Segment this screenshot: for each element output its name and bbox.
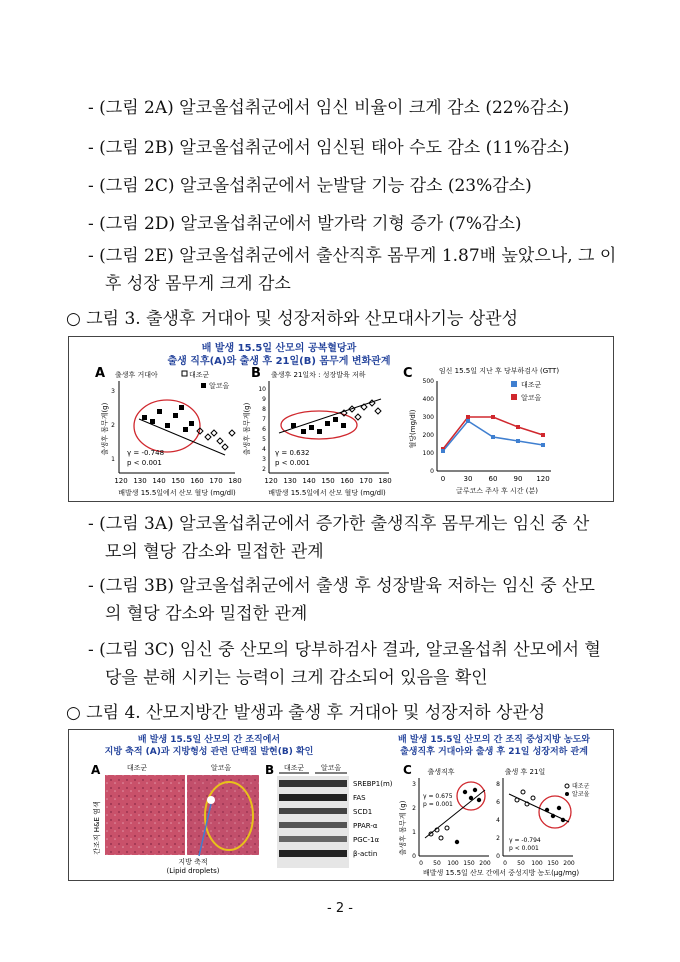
fig4-b-band	[279, 780, 347, 787]
fig3-a-point	[189, 421, 194, 426]
fig3-b-xtick: 120	[264, 477, 278, 485]
fig4-a-control-label: 대조군	[126, 764, 148, 772]
fig3-c-xtick: 90	[513, 475, 523, 483]
fig3-c-ytick: 200	[422, 432, 434, 439]
fig3-a-point	[217, 438, 223, 444]
fig4-b-band	[279, 822, 347, 828]
fig3-a-point	[179, 405, 184, 410]
fig3-a-xtick: 120	[114, 477, 128, 485]
fig3-b-point	[375, 408, 381, 414]
fig3-b-xtick: 150	[321, 477, 335, 485]
fig3-c-letter: C	[403, 366, 413, 381]
fig4-c1-ytick: 1	[412, 829, 416, 836]
fig3-c-control-point	[516, 439, 520, 443]
bullet-3c-line1: - (그림 3C) 임신 중 산모의 당부하검사 결과, 알코올섭취 산모에서 혈	[88, 640, 601, 660]
fig4-b-band-label: SREBP1(m)	[353, 780, 393, 788]
heading-figure-3: ○ 그림 3. 출생후 거대아 및 성장저하와 산모대사기능 상관성	[66, 309, 518, 329]
fig4-b-letter: B	[265, 763, 275, 777]
fig4-c2-xtick: 150	[547, 860, 559, 867]
fig3-a-legend-open-marker	[182, 371, 187, 376]
fig4-c2-legend1: 대조군	[572, 783, 590, 790]
fig4-c2-xtick: 100	[531, 860, 543, 867]
fig3-c-control-point	[441, 449, 445, 453]
fig4-c2-ytick: 0	[496, 853, 500, 860]
fig3-b-ytick: 9	[262, 396, 266, 403]
fig3-c-xtick: 0	[440, 475, 446, 483]
fig4-c1-xtick: 0	[419, 860, 423, 867]
fig3-a-point	[222, 444, 228, 450]
bullet-2a: - (그림 2A) 알코올섭취군에서 임신 비율이 크게 감소 (22%감소)	[88, 98, 570, 118]
fig3-c-ytick: 0	[430, 468, 434, 475]
figure-3	[68, 336, 614, 502]
fig3-b-xtick: 160	[340, 477, 354, 485]
bullet-3b-line2: 의 혈당 감소와 밀접한 관계	[105, 604, 308, 624]
fig4-c2-point	[545, 808, 549, 812]
fig3-c-legend1: 대조군	[521, 381, 542, 389]
fig4-c1-point	[469, 796, 473, 800]
fig3-a-p: p < 0.001	[127, 459, 162, 467]
fig3-a-point	[183, 427, 188, 432]
fig4-c1-point	[455, 840, 459, 844]
fig3-a-xtick: 170	[209, 477, 223, 485]
fig3-c-legend1-marker	[511, 381, 517, 387]
fig3-a-point	[157, 409, 162, 414]
fig4-c2-ytick: 2	[496, 835, 500, 842]
fig3-c-control-point	[491, 435, 495, 439]
fig4-b-alcohol-label: 알코올	[320, 764, 342, 772]
fig4-c1-xtick: 50	[433, 860, 441, 867]
fig3-b-point	[309, 425, 314, 430]
fig3-a-xtick: 160	[190, 477, 204, 485]
fig4-b-band-label: PGC-1α	[353, 836, 380, 844]
fig3-a-legend-fill: 알코올	[209, 382, 230, 390]
fig4-c1-xtick: 200	[479, 860, 491, 867]
fig4-c1-ytick: 2	[412, 805, 416, 812]
fig4-c2-point	[521, 790, 525, 794]
fig3-b-ytick: 6	[262, 426, 266, 433]
fig4-c1-point	[439, 836, 443, 840]
fig4-c2-point	[551, 814, 555, 818]
fig3-a-ytick: 2	[111, 422, 115, 429]
fig4-a-arrow-label-1: 지방 축적	[178, 858, 208, 866]
fig3-b-xtick: 130	[283, 477, 297, 485]
fig4-a-ylabel: 간조직 H&E 염색	[93, 801, 101, 855]
fig3-b-ytick: 4	[262, 446, 266, 453]
figure-4-svg	[69, 730, 613, 880]
bullet-3b-line1: - (그림 3B) 알코올섭취군에서 출생 후 성장발육 저하는 임신 중 산모	[88, 576, 595, 596]
fig4-title-left-2: 지방 축적 (A)과 지방형성 관련 단백질 발현(B) 확인	[104, 747, 314, 757]
fig4-c1-p: p = 0.001	[423, 801, 453, 808]
fig3-c-xtick: 60	[488, 475, 498, 483]
fig3-a-point	[211, 430, 217, 436]
fig4-c2-r: γ = -0.794	[509, 837, 541, 844]
fig4-title-left-1: 배 발생 15.5일 산모의 간 조직에서	[137, 735, 281, 745]
fig3-a-point	[205, 434, 211, 440]
fig3-title-2: 출생 직후(A)와 출생 후 21일(B) 몸무게 변화관계	[167, 356, 391, 367]
fig4-c1-r: γ = 0.675	[423, 793, 453, 800]
fig4-b-band	[279, 836, 347, 842]
fig3-c-alcohol-point	[466, 415, 470, 419]
fig4-b-control-label: 대조군	[283, 764, 305, 772]
fig3-a-legend-fill-marker	[201, 383, 206, 388]
fig4-c2-highlight	[539, 796, 571, 828]
fig3-a-points	[142, 405, 235, 450]
fig3-c-alcohol-point	[516, 425, 520, 429]
fig3-a-point	[173, 413, 178, 418]
fig3-b-ytick: 3	[262, 456, 266, 463]
fig3-b-ytick: 5	[262, 436, 266, 443]
fig3-a-ytick: 3	[111, 388, 115, 395]
fig3-a-point	[165, 423, 170, 428]
fig4-a-arrow-label-2: (Lipid droplets)	[166, 867, 220, 875]
fig3-c-ytick: 500	[422, 378, 434, 385]
fig4-c1-ytick: 3	[412, 781, 416, 788]
fig3-a-xtick: 140	[152, 477, 166, 485]
fig3-c-legend2-marker	[511, 394, 517, 400]
fig4-c-subtitle-2: 출생 후 21일	[504, 768, 546, 776]
fig4-c2-xtick: 0	[503, 860, 507, 867]
fig3-c-subtitle: 임신 15.5일 지난 후 당부하검사 (GTT)	[438, 367, 560, 375]
fig3-a-r: γ = -0.748	[127, 449, 165, 457]
bullet-2e-line2: 후 성장 몸무게 크게 감소	[105, 274, 291, 294]
fig4-c2-xtick: 200	[563, 860, 575, 867]
fig4-a-alcohol-texture	[187, 775, 259, 855]
fig4-c2-p: p < 0.001	[509, 845, 539, 852]
fig4-c-subtitle-1: 출생직후	[427, 768, 455, 776]
fig4-b-band-label: FAS	[353, 794, 366, 802]
fig3-a-xtick: 130	[133, 477, 147, 485]
fig4-title-right-1: 배 발생 15.5일 산모의 간 조직 중성지방 농도와	[398, 735, 590, 745]
fig3-b-point	[341, 423, 346, 428]
bullet-3a-line1: - (그림 3A) 알코올섭취군에서 증가한 출생직후 몸무게는 임신 중 산	[88, 514, 590, 534]
fig4-c-ylabel: 출생후 몸무게 (g)	[399, 800, 407, 856]
fig3-c-xtick: 30	[463, 475, 473, 483]
fig3-a-letter: A	[95, 366, 106, 381]
bullet-3a-line2: 모의 혈당 감소와 밀접한 관계	[105, 542, 324, 562]
fig3-c-legend2: 알코올	[521, 394, 542, 402]
fig3-title-1: 배 발생 15.5일 산모의 공복혈당과	[201, 343, 357, 354]
fig3-b-point	[317, 429, 322, 434]
fig3-b-r: γ = 0.632	[275, 449, 310, 457]
fig4-b-band-label: β-actin	[353, 850, 378, 858]
fig3-b-ytick: 2	[262, 466, 266, 473]
fig4-b-band	[279, 808, 347, 814]
fig3-c-xtick: 120	[536, 475, 550, 483]
fig3-c-control-points	[441, 419, 545, 453]
fig3-b-p: p < 0.001	[275, 459, 310, 467]
fig3-a-point	[150, 419, 155, 424]
bullet-2d: - (그림 2D) 알코올섭취군에서 발가락 기형 증가 (7%감소)	[88, 214, 522, 234]
page-number: - 2 -	[327, 901, 353, 916]
figure-4	[68, 729, 614, 881]
fig4-b-band-label: SCD1	[353, 808, 373, 816]
fig4-c1-point	[445, 826, 449, 830]
fig3-c-alcohol-points	[441, 415, 545, 451]
fig4-c2-ytick: 8	[496, 781, 500, 788]
fig3-a-xtick: 150	[171, 477, 185, 485]
fig4-c1-point	[463, 790, 467, 794]
fig3-b-xlabel: 배발생 15.5일에서 산모 혈당 (mg/dl)	[268, 489, 386, 497]
fig4-c2-xtick: 50	[517, 860, 525, 867]
fig3-b-point	[301, 429, 306, 434]
fig4-b-band	[279, 794, 347, 801]
fig3-b-point	[291, 423, 296, 428]
fig4-a-letter: A	[91, 763, 101, 777]
fig4-c2-ytick: 6	[496, 799, 500, 806]
fig3-a-subtitle: 출생후 거대아	[115, 371, 158, 379]
fig4-a-lipid-droplet	[207, 796, 215, 804]
figure-3-svg	[69, 337, 613, 501]
fig4-c2-point	[531, 796, 535, 800]
fig3-b-xtick: 180	[378, 477, 392, 485]
fig4-a-alcohol-label: 알코올	[210, 764, 232, 772]
fig3-a-point	[142, 415, 147, 420]
fig4-c2-legend2: 알코올	[572, 791, 590, 798]
fig4-c2-point	[561, 818, 565, 822]
fig3-b-ytick: 7	[262, 416, 266, 423]
fig3-c-ytick: 300	[422, 414, 434, 421]
fig4-c-letter: C	[403, 763, 412, 777]
fig4-c2-ytick: 4	[496, 817, 500, 824]
fig4-c-xlabel: 배발생 15.5일 산모 간에서 중성지방 농도(μg/mg)	[422, 869, 580, 877]
fig3-a-ytick: 1	[111, 456, 115, 463]
fig4-b-band-label: PPAR-α	[353, 822, 378, 830]
bullet-2b: - (그림 2B) 알코올섭취군에서 임신된 태아 수도 감소 (11%감소)	[88, 138, 570, 158]
fig4-c1-point	[473, 788, 477, 792]
fig4-c2-legend2-marker	[565, 792, 569, 796]
fig3-c-control-point	[466, 419, 470, 423]
fig4-c1-xtick: 150	[463, 860, 475, 867]
fig3-c-alcohol-point	[541, 433, 545, 437]
fig3-a-xtick: 180	[228, 477, 242, 485]
fig4-c1-point	[477, 798, 481, 802]
fig3-b-point	[355, 414, 361, 420]
fig3-a-point	[229, 430, 235, 436]
fig3-a-xlabel: 배발생 15.5일에서 산모 혈당 (mg/dl)	[118, 489, 236, 497]
fig4-title-right-2: 출생직후 거대아와 출생 후 21일 성장저하 관계	[400, 747, 588, 757]
bullet-3c-line2: 당을 분해 시키는 능력이 크게 감소되어 있음을 확인	[105, 668, 488, 688]
heading-figure-4: ○ 그림 4. 산모지방간 발생과 출생 후 거대아 및 성장저하 상관성	[66, 703, 546, 723]
bullet-2e-line1: - (그림 2E) 알코올섭취군에서 출산직후 몸무게 1.87배 높았으나, 그 이	[88, 246, 617, 266]
fig3-b-xtick: 140	[302, 477, 316, 485]
fig3-c-xlabel: 글루코스 주사 후 시간 (분)	[456, 487, 538, 495]
fig3-b-xtick: 170	[359, 477, 373, 485]
fig3-b-subtitle: 출생후 21일차 : 성장발육 저하	[271, 371, 366, 379]
fig3-a-ylabel: 출생후 몸무게(g)	[101, 402, 109, 456]
fig3-c-ytick: 100	[422, 450, 434, 457]
fig4-c2-legend1-marker	[565, 784, 569, 788]
fig4-c2-point	[515, 798, 519, 802]
bullet-2c: - (그림 2C) 알코올섭취군에서 눈발달 기능 감소 (23%감소)	[88, 176, 532, 196]
fig3-b-points	[291, 400, 381, 434]
fig3-c-alcohol-point	[491, 415, 495, 419]
fig4-a-control-texture	[105, 775, 185, 855]
fig3-b-point	[333, 417, 338, 422]
fig3-b-ylabel: 출생후 몸무게(g)	[243, 402, 251, 456]
fig3-b-letter: B	[251, 366, 261, 381]
fig3-a-legend-open: 대조군	[189, 371, 210, 379]
fig3-c-ytick: 400	[422, 396, 434, 403]
fig3-b-ytick: 10	[258, 386, 266, 393]
fig4-c1-xtick: 100	[447, 860, 459, 867]
fig3-b-ytick: 8	[262, 406, 266, 413]
fig3-b-point	[325, 421, 330, 426]
fig4-c1-ytick: 0	[412, 853, 416, 860]
fig4-b-band	[279, 850, 347, 857]
fig4-c2-point	[557, 806, 561, 810]
fig3-c-ylabel: 혈당(mg/dl)	[409, 409, 417, 449]
fig3-c-control-point	[541, 443, 545, 447]
